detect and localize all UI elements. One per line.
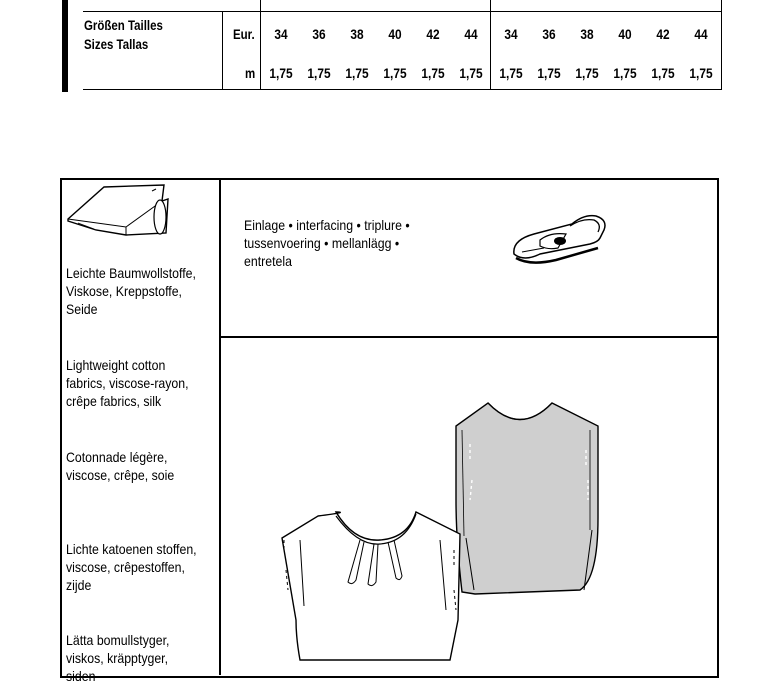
- size-cell: 34: [504, 26, 518, 42]
- fabric-sv: Lätta bomullstyger, viskos, kräpptyger, siden: [66, 632, 170, 684]
- garment-illustrations: [270, 400, 610, 675]
- size-cell: 40: [388, 26, 402, 42]
- fabric-roll-icon: [66, 183, 174, 241]
- meter-cell: 1,75: [383, 65, 407, 81]
- meter-cell: 1,75: [459, 65, 483, 81]
- meter-cell: 1,75: [689, 65, 713, 81]
- size-cell: 40: [618, 26, 632, 42]
- size-cell: 44: [694, 26, 708, 42]
- size-cell: 36: [542, 26, 556, 42]
- size-cell: 42: [656, 26, 670, 42]
- size-cell: 44: [464, 26, 478, 42]
- interfacing-text: Einlage • interfacing • triplure • tussenvoering • mellanlägg • entretela: [244, 217, 410, 269]
- meter-cell: 1,75: [345, 65, 369, 81]
- meter-cell: 1,75: [613, 65, 637, 81]
- sizes-label-2: Sizes Tallas: [84, 36, 149, 52]
- size-cell: 42: [426, 26, 440, 42]
- fabric-nl: Lichte katoenen stoffen, viscose, crêpestoffen, zijde: [66, 541, 197, 593]
- fabric-de: Leichte Baumwollstoffe, Viskose, Kreppstoffe, Seide: [66, 265, 196, 317]
- left-bar: [62, 0, 68, 92]
- fabric-fr: Cotonnade légère, viscose, crêpe, soie: [66, 449, 175, 483]
- meter-cell: 1,75: [499, 65, 523, 81]
- unit-m: m: [245, 65, 256, 81]
- meter-cell: 1,75: [651, 65, 675, 81]
- unit-eur: Eur.: [233, 26, 255, 42]
- meter-cell: 1,75: [421, 65, 445, 81]
- size-cell: 38: [580, 26, 594, 42]
- iron-icon: [510, 208, 612, 266]
- meter-cell: 1,75: [307, 65, 331, 81]
- sizes-label-1: Größen Tailles: [84, 17, 163, 33]
- meter-cell: 1,75: [269, 65, 293, 81]
- back-view-top: [456, 403, 598, 594]
- meter-cell: 1,75: [537, 65, 561, 81]
- front-view-top: [282, 512, 460, 660]
- size-cell: 38: [350, 26, 364, 42]
- size-table: [62, 0, 722, 92]
- meter-cell: 1,75: [575, 65, 599, 81]
- size-cell: 34: [274, 26, 288, 42]
- fabric-en: Lightweight cotton fabrics, viscose-rayon, crêpe fabrics, silk: [66, 357, 189, 409]
- size-cell: 36: [312, 26, 326, 42]
